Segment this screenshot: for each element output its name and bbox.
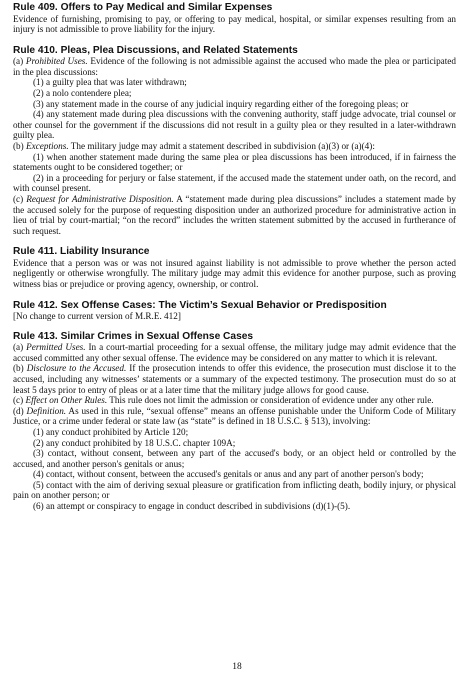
rule-410-a: [13, 56, 456, 77]
rule-413-b: [13, 363, 456, 395]
rule-413-d6: (6) an attempt or conspiracy to engage in conduct described in subdivisions (d)(1)-(5).: [33, 501, 351, 512]
rule-410-a1: (1) a guilty plea that was later withdrawn;: [33, 77, 187, 88]
rule-409-text: Evidence of furnishing, promising to pay, or offering to pay medical, hospital, or similar expenses resulting from an injury is not admissible to prove liability for the injury.: [13, 13, 456, 35]
rule-410-b-label: (b): [13, 140, 27, 151]
rule-410-b-text: The military judge may admit a statement described in subdivision (a)(3) or (a)(4):: [68, 140, 375, 151]
rule-412: [13, 300, 456, 322]
rule-413: [13, 331, 456, 512]
rule-412-text: [No change to current version of M.R.E. 412]: [13, 311, 181, 322]
rule-410-a4: (4) any statement made during plea discussions with the convening authority, staff judge advocate, trial counsel or other counsel for the government if the discussions did not result in a guilty plea or they resulted in a later-withdrawn guilty plea.: [13, 109, 456, 141]
rule-413-a-title: Permitted Uses.: [26, 342, 86, 353]
rule-409-heading: Rule 409. Offers to Pay Medical and Similar Expenses: [13, 2, 273, 13]
rule-411: [13, 246, 456, 289]
rule-413-d-text: As used in this rule, “sexual offense” means an offense punishable under the Uniform Code of Military Justice, or a crime under federal or state law (as “state” is defined in 18 U.S.C. § 513), involving:: [13, 405, 456, 427]
rule-410-heading: Rule 410. Pleas, Plea Discussions, and Related Statements: [13, 44, 298, 56]
rule-410-c-label: (c): [13, 193, 27, 204]
rule-410-b-title: Exceptions.: [26, 140, 69, 151]
rule-410-c-title: Request for Administrative Disposition.: [26, 193, 174, 204]
rule-413-d3: (3) contact, without consent, between any part of the accused's body, or an object held or controlled by the accused, and another person's genitals or anus;: [13, 448, 456, 469]
rule-413-b-text: If the prosecution intends to offer this evidence, the prosecution must disclose it to the accused, including any witnesses’ statements or a summary of the expected testimony. The prosecution must do so at least 5 days prior to entry of pleas or at a later time that the military judge allows for good cause.: [13, 363, 457, 395]
rule-410: [13, 45, 456, 237]
rule-413-d2: (2) any conduct prohibited by 18 U.S.C. chapter 109A;: [33, 437, 236, 448]
rule-410-b1: (1) when another statement made during the same plea or plea discussions has been introduced, if in fairness the statements ought to be considered together; or: [13, 151, 456, 173]
rule-413-b-title: Disclosure to the Accused.: [26, 363, 127, 374]
rule-409: [13, 0, 456, 35]
rule-410-a-label: (a): [13, 56, 26, 67]
rule-413-c-label: (c): [13, 395, 26, 406]
rule-413-c: [13, 395, 456, 406]
rule-410-c-text: A “statement made during plea discussions” includes a statement made by the accused solely for the purpose of requesting disposition under an authorized procedure for administrative action in lieu of trial by court-martial; “on the record” includes the written statement submitted by the accused in furtherance of such request.: [13, 193, 457, 236]
rule-410-b: [13, 141, 456, 152]
rule-413-a-label: (a): [13, 342, 27, 353]
rule-410-a3: (3) any statement made in the course of any judicial inquiry regarding either of the foregoing pleas; or: [33, 98, 409, 109]
rule-413-a-text: In a court-martial proceeding for a sexual offense, the military judge may admit evidence that the accused committed any other sexual offense. The evidence may be considered on any matter to which it is relevant.: [13, 342, 457, 363]
rule-410-a-title: Prohibited Uses.: [25, 56, 88, 67]
rule-413-a: [13, 342, 456, 363]
rule-411-heading: Rule 411. Liability Insurance: [13, 246, 150, 258]
rule-411-text: Evidence that a person was or was not insured against liability is not admissible to prove whether the person acted negligently or otherwise wrongfully. The military judge may admit this evidence for another purpose, such as proving witness bias or prejudice or proving agency, ownership, or control.: [13, 257, 456, 289]
rule-413-d-label: (d): [13, 405, 27, 416]
rule-413-b-label: (b): [13, 363, 27, 374]
rule-410-a-text: Evidence of the following is not admissible against the accused who made the plea or participated in the plea discussions:: [13, 56, 456, 77]
page-number: 18: [232, 662, 242, 672]
rule-413-d: [13, 406, 456, 427]
rule-413-d-title: Definition.: [26, 405, 67, 416]
rule-413-c-text: This rule does not limit the admission or consideration of evidence under any other rule.: [107, 395, 434, 406]
rule-410-c: [13, 194, 456, 236]
rule-413-d4: (4) contact, without consent, between the accused's genitals or anus and any part of another person's body;: [33, 469, 424, 480]
rule-410-a2: (2) a nolo contendere plea;: [33, 87, 132, 98]
rule-413-c-title: Effect on Other Rules.: [25, 395, 108, 406]
rule-413-heading: Rule 413. Similar Crimes in Sexual Offense Cases: [13, 330, 254, 342]
rule-410-b2: (2) in a proceeding for perjury or false statement, if the accused made the statement under oath, on the record, and with counsel present.: [13, 172, 456, 194]
rule-412-heading: Rule 412. Sex Offense Cases: The Victim’s Sexual Behavior or Predisposition: [13, 299, 387, 311]
rule-413-d1: (1) any conduct prohibited by Article 120;: [33, 426, 189, 437]
rule-413-d5: (5) contact with the aim of deriving sexual pleasure or gratification from inflicting death, bodily injury, or physical pain on another person; or: [13, 479, 456, 501]
